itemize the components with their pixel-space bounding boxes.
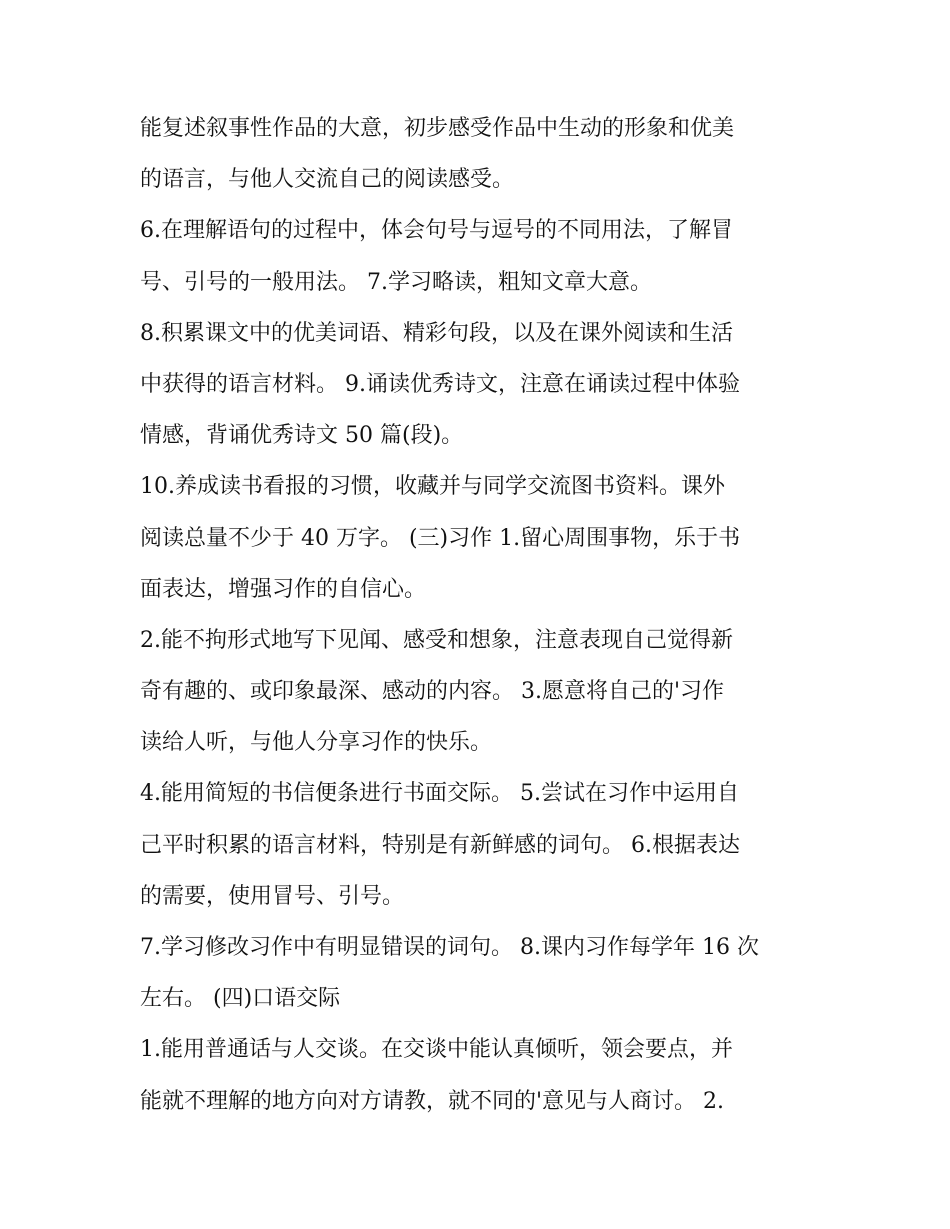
text-line: 奇有趣的、或印象最深、感动的内容。 3.愿意将自己的'习作: [140, 679, 725, 705]
text-line: 中获得的语言材料。 9.诵读优秀诗文，注意在诵读过程中体验: [140, 371, 740, 397]
text-line: 的语言，与他人交流自己的阅读感受。: [140, 167, 515, 193]
text-line: 1.能用普通话与人交谈。在交谈中能认真倾听，领会要点，并: [140, 1037, 733, 1063]
text-line: 6.在理解语句的过程中，体会句号与逗号的不同用法，了解冒: [140, 218, 733, 244]
text-line: 左右。 (四)口语交际: [140, 986, 341, 1012]
text-line: 能就不理解的地方向对方请教，就不同的'意见与人商讨。 2.: [140, 1088, 725, 1114]
text-line: 阅读总量不少于 40 万字。 (三)习作 1.留心周围事物，乐于书: [140, 525, 741, 551]
text-line: 己平时积累的语言材料，特别是有新鲜感的词句。 6.根据表达: [140, 832, 740, 858]
text-line: 2.能不拘形式地写下见闻、感受和想象，注意表现自己觉得新: [140, 627, 733, 653]
text-line: 8.积累课文中的优美词语、精彩句段，以及在课外阅读和生活: [140, 320, 733, 346]
text-line: 情感，背诵优秀诗文 50 篇(段)。: [140, 423, 464, 449]
text-line: 10.养成读书看报的习惯，收藏并与同学交流图书资料。课外: [140, 474, 725, 500]
document-body: [140, 103, 820, 1127]
text-line: 读给人听，与他人分享习作的快乐。: [140, 730, 493, 756]
text-line: 能复述叙事性作品的大意，初步感受作品中生动的形象和优美: [140, 116, 735, 141]
text-line: 7.学习修改习作中有明显错误的词句。 8.课内习作每学年 16 次: [140, 935, 759, 960]
text-line: 号、引号的一般用法。 7.学习略读，粗知文章大意。: [140, 269, 652, 295]
text-line: 的需要，使用冒号、引号。: [140, 883, 405, 909]
text-line: 4.能用简短的书信便条进行书面交际。 5.尝试在习作中运用自: [140, 781, 739, 807]
text-line: 面表达，增强习作的自信心。: [140, 576, 427, 602]
